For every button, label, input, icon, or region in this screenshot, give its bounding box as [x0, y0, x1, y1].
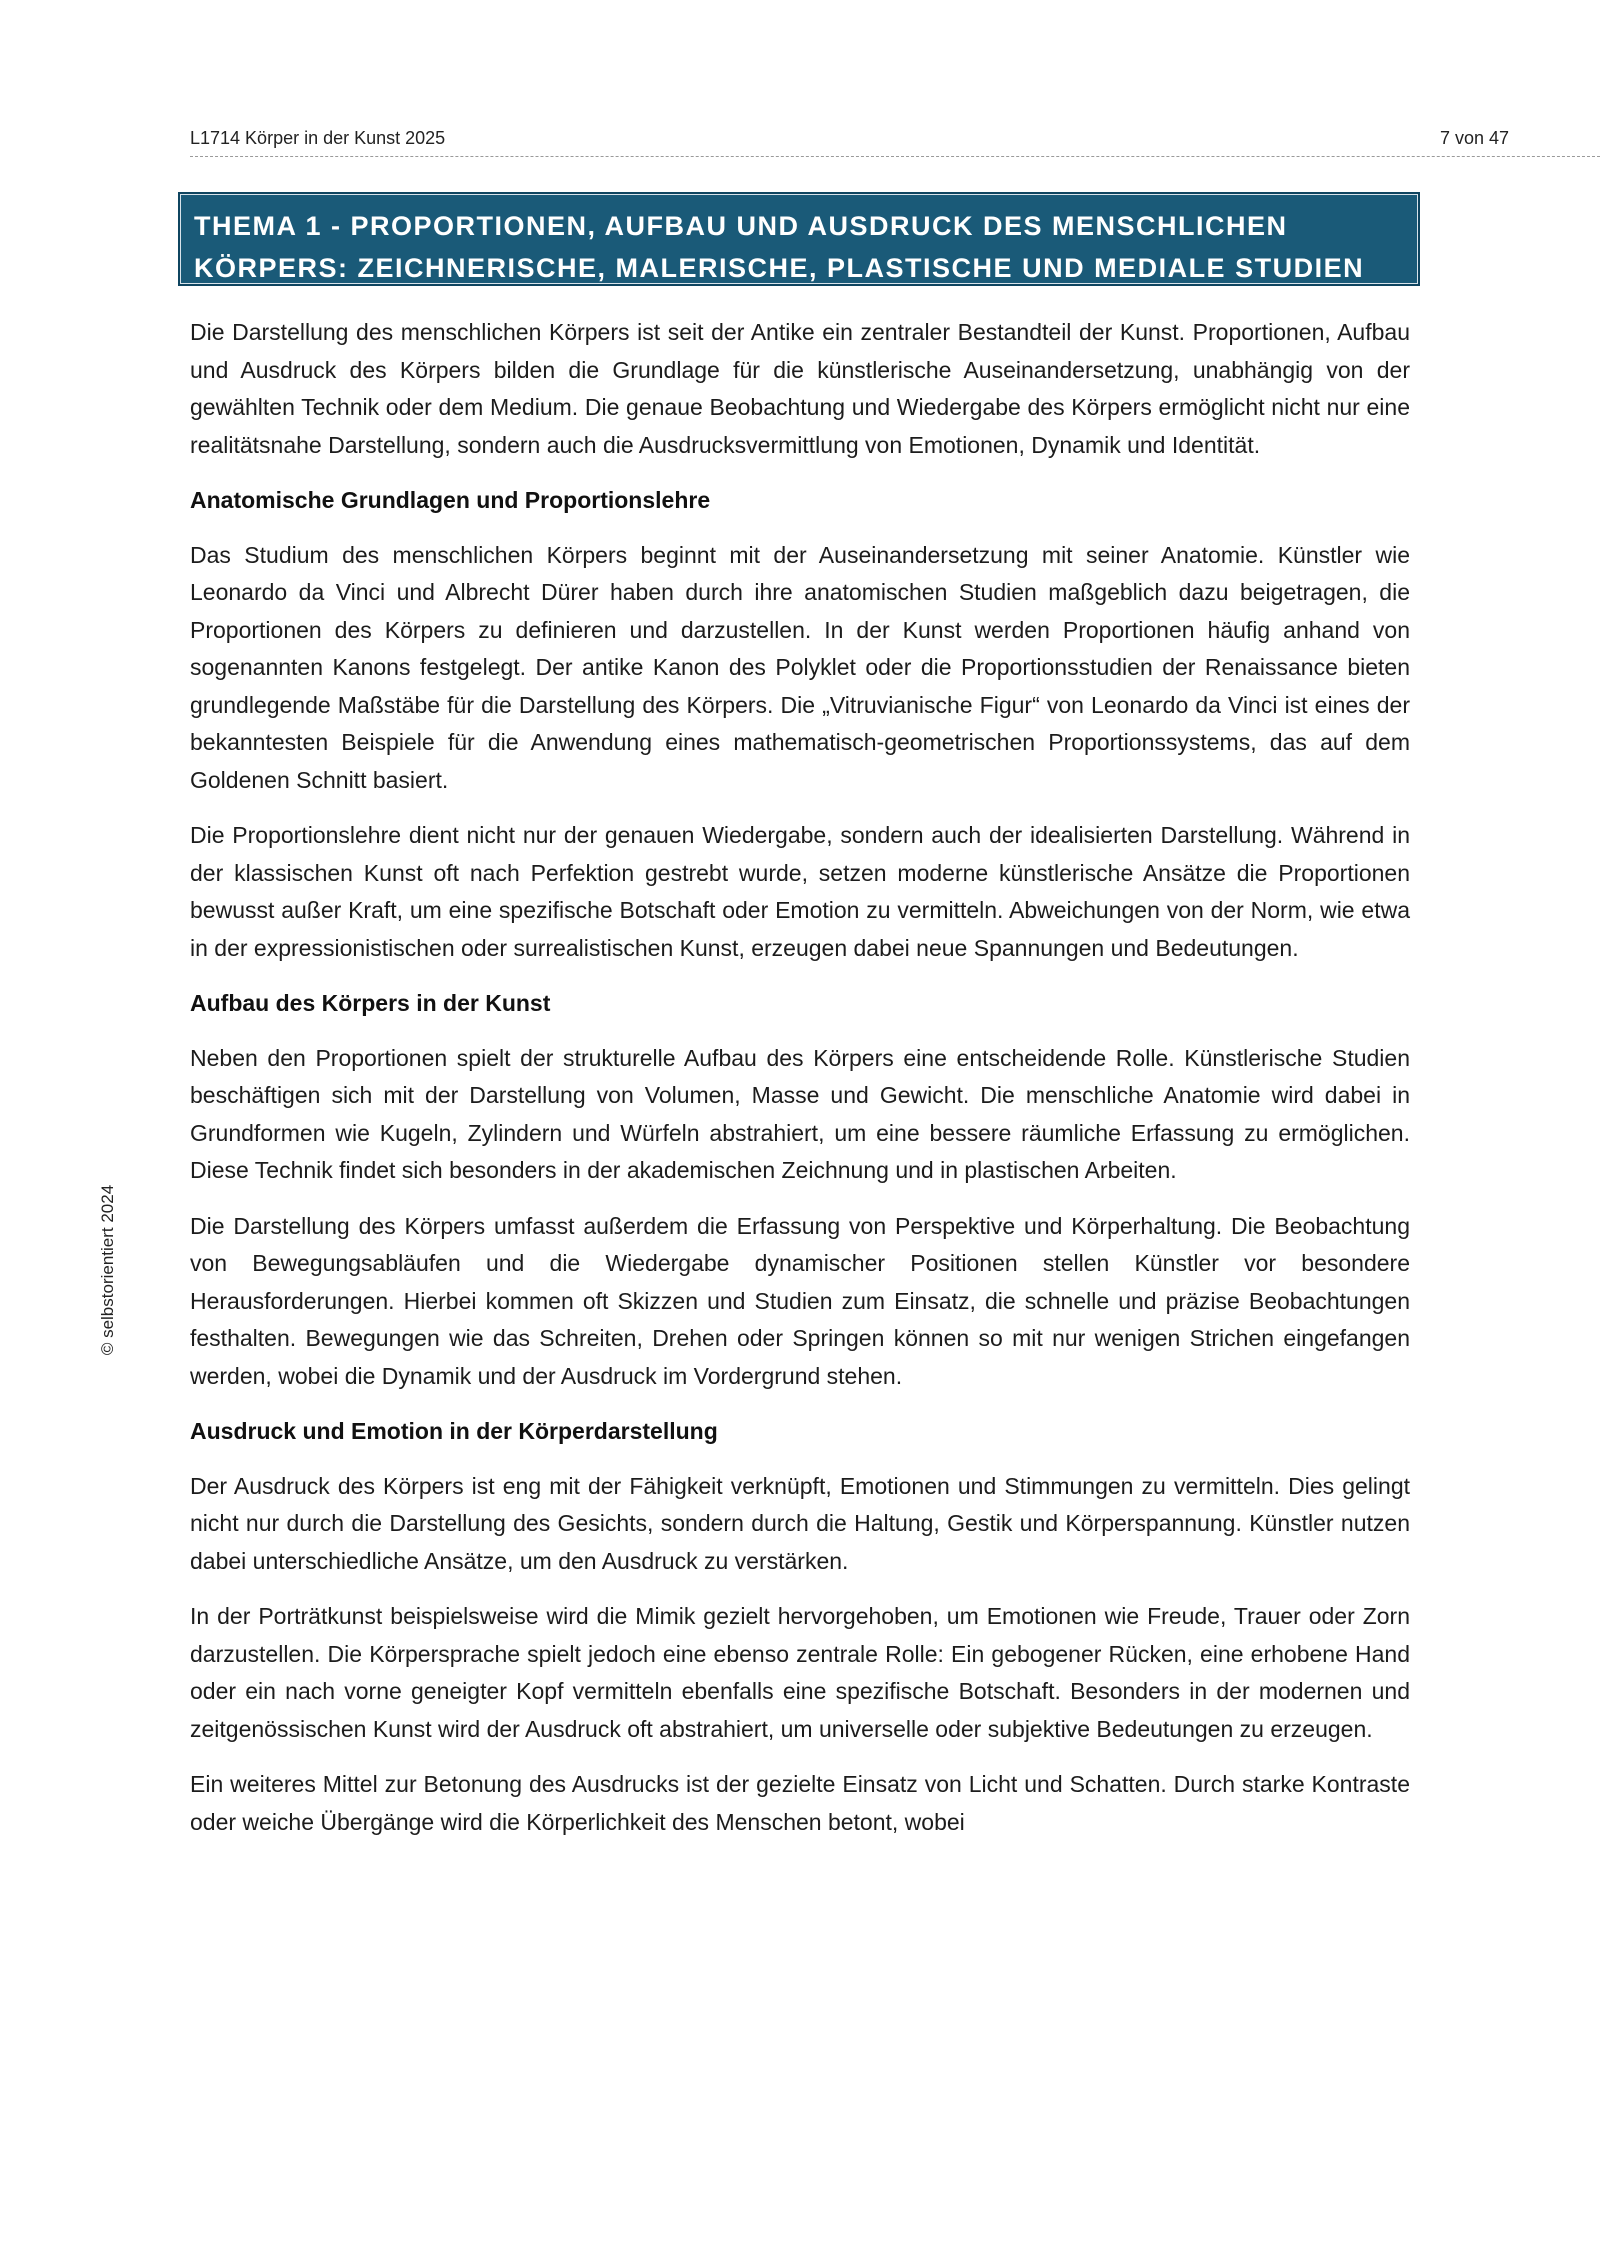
main-content	[190, 314, 1410, 1859]
page-number: 7 von 47	[1440, 128, 1510, 148]
expression-paragraph-1: Der Ausdruck des Körpers ist eng mit der Fähigkeit verknüpft, Emotionen und Stimmungen zu vermitteln. Dies gelingt nicht nur durch die Darstellung des Gesichts, sondern durch die Haltung, Gestik und Körperspannung. Künstler nutzen dabei unterschiedliche Ansätze, um den Ausdruck zu verstärken.	[190, 1472, 1410, 1574]
document-title: L1714 Körper in der Kunst 2025	[190, 128, 446, 148]
topic-banner	[178, 192, 1420, 286]
topic-title-line-1: THEMA 1 - PROPORTIONEN, AUFBAU UND AUSDRUCK DES MENSCHLICHEN	[194, 211, 1288, 241]
topic-title	[194, 205, 1414, 289]
section-heading-structure: Aufbau des Körpers in der Kunst	[190, 990, 551, 1016]
expression-paragraph-3: Ein weiteres Mittel zur Betonung des Ausdrucks ist der gezielte Einsatz von Licht und Schatten. Durch starke Kontraste oder weiche Übergänge wird die Körperlichkeit des Menschen betont, wobei	[190, 1771, 1410, 1835]
expression-paragraph-2: In der Porträtkunst beispielsweise wird die Mimik gezielt hervorgehoben, um Emotionen wie Freude, Trauer oder Zorn darzustellen. Die Körpersprache spielt jedoch eine ebenso zentrale Rolle: Ein gebogener Rücken, eine erhobene Hand oder ein nach vorne geneigter Kopf vermitteln ebenfalls eine spezifische Botschaft. Besonders in der modernen und zeitgenössischen Kunst wird der Ausdruck oft abstrahiert, um universelle oder subjektive Bedeutungen zu erzeugen.	[190, 1603, 1410, 1742]
anatomy-paragraph-2: Die Proportionslehre dient nicht nur der genauen Wiedergabe, sondern auch der idealisierten Darstellung. Während in der klassischen Kunst oft nach Perfektion gestrebt wurde, setzen moderne künstlerische Ansätze die Proportionen bewusst außer Kraft, um eine spezifische Botschaft oder Emotion zu vermitteln. Abweichungen von der Norm, wie etwa in der expressionistischen oder surrealistischen Kunst, erzeugen dabei neue Spannungen und Bedeutungen.	[190, 822, 1410, 961]
intro-paragraph: Die Darstellung des menschlichen Körpers ist seit der Antike ein zentraler Bestandteil der Kunst. Proportionen, Aufbau und Ausdruck des Körpers bilden die Grundlage für die künstlerische Auseinandersetzung, unabhängig von der gewählten Technik oder dem Medium. Die genaue Beobachtung und Wiedergabe des Körpers ermöglicht nicht nur eine realitätsnahe Darstellung, sondern auch die Ausdrucksvermittlung von Emotionen, Dynamik und Identität.	[190, 319, 1410, 458]
anatomy-paragraph-1: Das Studium des menschlichen Körpers beginnt mit der Auseinandersetzung mit seiner Anatomie. Künstler wie Leonardo da Vinci und Albrecht Dürer haben durch ihre anatomischen Studien maßgeblich dazu beigetragen, die Proportionen des Körpers zu definieren und darzustellen. In der Kunst werden Proportionen häufig anhand von sogenannten Kanons festgelegt. Der antike Kanon des Polyklet oder die Proportionsstudien der Renaissance bieten grundlegende Maßstäbe für die Darstellung des Körpers. Die „Vitruvianische Figur“ von Leonardo da Vinci ist eines der bekanntesten Beispiele für die Anwendung eines mathematisch-geometrischen Proportionssystems, das auf dem Goldenen Schnitt basiert.	[190, 541, 1410, 793]
structure-paragraph-1: Neben den Proportionen spielt der strukturelle Aufbau des Körpers eine entscheidende Rolle. Künstlerische Studien beschäftigen sich mit der Darstellung von Volumen, Masse und Gewicht. Die menschliche Anatomie wird dabei in Grundformen wie Kugeln, Zylindern und Würfeln abstrahiert, um eine bessere räumliche Erfassung zu ermöglichen. Diese Technik findet sich besonders in der akademischen Zeichnung und in plastischen Arbeiten.	[190, 1044, 1410, 1183]
structure-paragraph-2: Die Darstellung des Körpers umfasst außerdem die Erfassung von Perspektive und Körperhaltung. Die Beobachtung von Bewegungsabläufen und die Wiedergabe dynamischer Positionen stellen Künstler vor besondere Herausforderungen. Hierbei kommen oft Skizzen und Studien zum Einsatz, die schnelle und präzise Beobachtungen festhalten. Bewegungen wie das Schreiten, Drehen oder Springen können so mit nur wenigen Strichen eingefangen werden, wobei die Dynamik und der Ausdruck im Vordergrund stehen.	[190, 1212, 1410, 1389]
section-heading-anatomy: Anatomische Grundlagen und Proportionslehre	[190, 487, 711, 513]
copyright-note: © selbstorientiert 2024	[98, 1184, 117, 1356]
section-heading-expression: Ausdruck und Emotion in der Körperdarstellung	[190, 1418, 718, 1444]
topic-title-line-2: KÖRPERS: ZEICHNERISCHE, MALERISCHE, PLASTISCHE UND MEDIALE STUDIEN	[194, 253, 1365, 283]
page-header	[190, 126, 1600, 157]
